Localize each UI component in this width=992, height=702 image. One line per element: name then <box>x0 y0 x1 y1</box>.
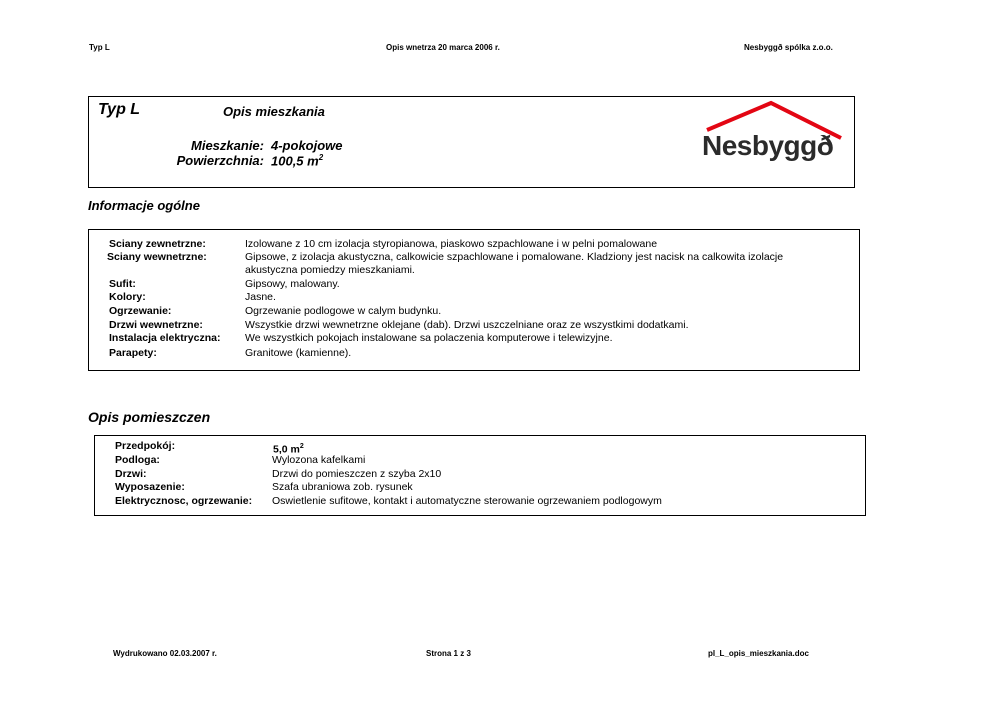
general-info-box <box>88 229 860 371</box>
label-equipment: Wyposazenie: <box>115 481 185 493</box>
general-heading: Informacje ogólne <box>88 198 200 213</box>
area-sup: 2 <box>318 153 324 162</box>
value-electricity-heating: Oswietlenie sufitowe, kontakt i automatyczne sterowanie ogrzewaniem podlogowym <box>272 495 662 507</box>
value-exterior-walls: Izolowane z 10 cm izolacja styropianowa, piaskowo szpachlowane i w pelni pomalowane <box>245 238 658 250</box>
label-electrical: Instalacja elektryczna: <box>109 332 221 344</box>
label-interior-walls: Sciany wewnetrzne: <box>107 251 207 263</box>
footer-page: Strona 1 z 3 <box>426 649 471 658</box>
value-interior-walls-cont: akustyczna pomiedzy mieszkaniami. <box>245 264 415 276</box>
label-colors: Kolory: <box>109 291 146 303</box>
value-electrical: We wszystkich pokojach instalowane sa polaczenia komputerowe i telewizyjne. <box>245 332 613 344</box>
label-ceiling: Sufit: <box>109 278 136 290</box>
label-exterior-walls: Sciany zewnetrzne: <box>109 238 206 250</box>
logo-text: Nesbyggð <box>702 130 834 161</box>
value-floor: Wylozona kafelkami <box>272 454 366 466</box>
value-interior-doors: Wszystkie drzwi wewnetrzne oklejane (dab). Drzwi uszczelniane oraz ze wszystkimi dodatkami. <box>245 319 689 331</box>
value-equipment: Szafa ubraniowa zob. rysunek <box>272 481 413 493</box>
title-box <box>88 96 855 188</box>
area-number: 100,5 m <box>271 153 319 169</box>
apartment-value: 4-pokojowe <box>271 138 343 153</box>
area-value <box>271 153 323 168</box>
value-interior-walls: Gipsowe, z izolacja akustyczna, calkowicie szpachlowane i pomalowane. Kladziony jest nacisk na calkowita izolacje <box>245 251 784 263</box>
footer-filename: pl_L_opis_mieszkania.doc <box>708 649 809 658</box>
value-ceiling: Gipsowy, malowany. <box>245 278 340 290</box>
description-heading: Opis mieszkania <box>223 104 325 119</box>
type-label: Typ L <box>98 101 141 118</box>
label-electricity-heating: Elektrycznosc, ogrzewanie: <box>115 495 253 507</box>
company-logo <box>701 100 846 170</box>
label-floor: Podloga: <box>115 454 160 466</box>
header-center: Opis wnetrza 20 marca 2006 r. <box>386 43 500 52</box>
label-interior-doors: Drzwi wewnetrzne: <box>109 319 203 331</box>
value-colors: Jasne. <box>245 291 276 303</box>
value-doors: Drzwi do pomieszczen z szyba 2x10 <box>272 468 442 480</box>
label-hallway: Przedpokój: <box>115 440 176 452</box>
hallway-area: 5,0 m <box>273 443 300 456</box>
label-heating: Ogrzewanie: <box>109 305 172 317</box>
area-label: Powierzchnia: <box>176 153 264 168</box>
header-left: Typ L <box>89 43 110 52</box>
hallway-sup: 2 <box>299 443 304 450</box>
footer-printed: Wydrukowano 02.03.2007 r. <box>113 649 217 658</box>
label-sills: Parapety: <box>109 347 157 359</box>
label-doors: Drzwi: <box>115 468 147 480</box>
rooms-box <box>94 435 866 516</box>
rooms-heading: Opis pomieszczen <box>88 409 211 425</box>
value-sills: Granitowe (kamienne). <box>245 347 352 359</box>
value-heating: Ogrzewanie podlogowe w calym budynku. <box>245 305 442 317</box>
apartment-label: Mieszkanie: <box>191 138 264 153</box>
header-right: Nesbyggð spólka z.o.o. <box>744 43 833 52</box>
